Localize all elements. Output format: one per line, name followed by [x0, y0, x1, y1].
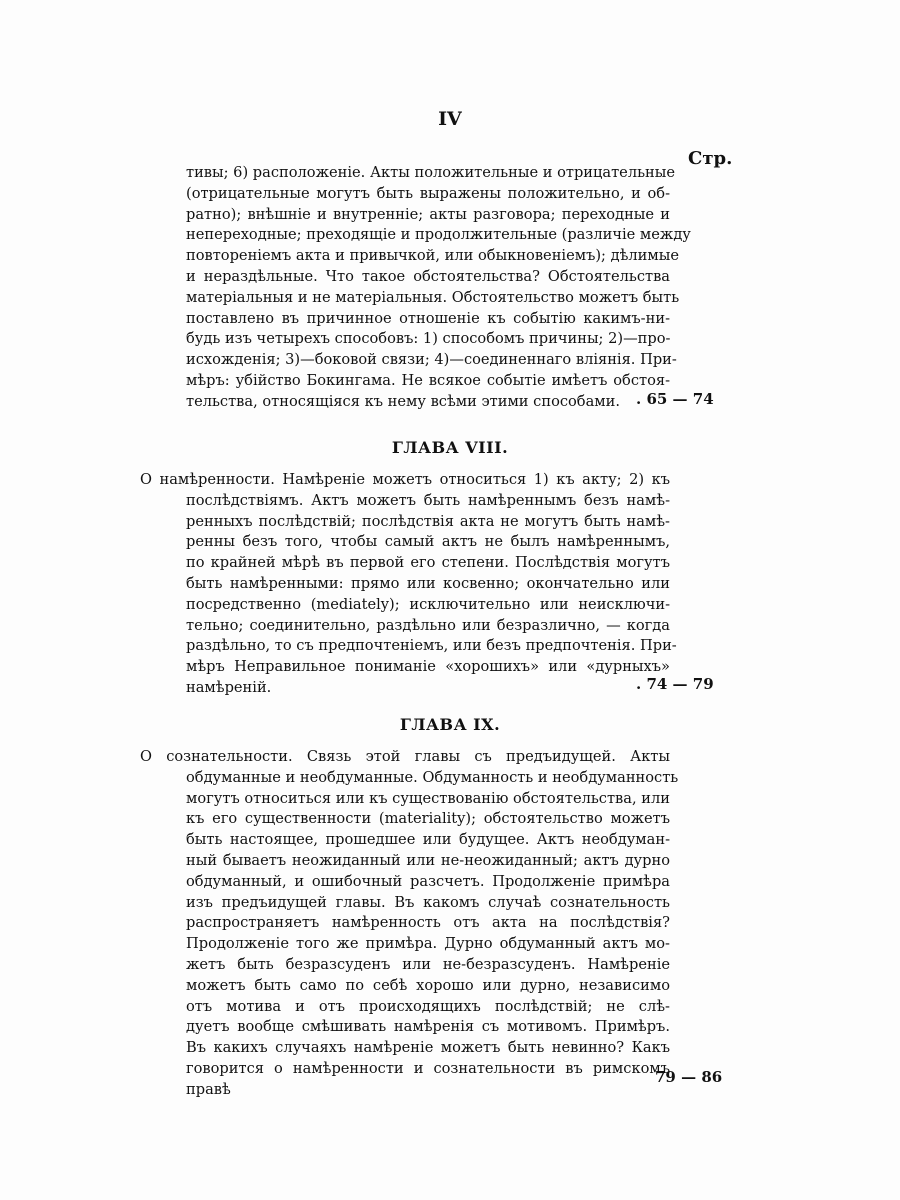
- entry-line: ренныхъ послѣдствій; послѣдствія акта не могутъ быть намѣ-: [186, 512, 670, 530]
- entry-line: тивы; 6) расположеніе. Акты положительные и отрицательные: [186, 164, 676, 181]
- entry-line: дуетъ вообще смѣшивать намѣренія съ мотивомъ. Примѣръ.: [186, 1018, 670, 1036]
- entry-line: обдуманный, и ошибочный разсчетъ. Продолженіе примѣра: [186, 872, 670, 890]
- entry-line: (отрицательные могутъ быть выражены положительно, и об-: [186, 184, 670, 202]
- entry-line: ренны безъ того, чтобы самый актъ не былъ намѣреннымъ,: [186, 533, 670, 551]
- entry-line: О сознательности. Связь этой главы съ предъидущей. Акты: [140, 748, 670, 765]
- entry-line: мѣръ: убійство Бокингама. Не всякое событіе имѣетъ обстоя-: [186, 371, 670, 389]
- entry-line: по крайней мѣрѣ въ первой его степени. Послѣдствія могутъ: [186, 554, 670, 572]
- entry-line: изъ предъидущей главы. Въ какомъ случаѣ сознательность: [186, 893, 670, 911]
- page-range: . 65 — 74: [636, 390, 714, 408]
- entry-line: будь изъ четырехъ способовъ: 1) способомъ причины; 2)—про-: [186, 330, 671, 348]
- entry-line: и нераздѣльные. Что такое обстоятельства? Обстоятельства: [186, 267, 670, 285]
- entry-line: послѣдствіямъ. Актъ можетъ быть намѣреннымъ безъ намѣ-: [186, 491, 670, 509]
- entry-line: распространяетъ намѣренность отъ акта на послѣдствія?: [186, 914, 670, 932]
- entry-line: тельства, относящіяся къ нему всѣми этими способами.: [186, 392, 621, 410]
- entry-line: быть намѣренными: прямо или косвенно; окончательно или: [186, 574, 670, 592]
- entry-line: говорится о намѣренности и сознательности въ римскомъ: [186, 1059, 670, 1077]
- page-range: 79 — 86: [655, 1068, 723, 1086]
- entry-line: поставлено въ причинное отношеніе къ событію какимъ-ни-: [186, 309, 670, 327]
- page-number: IV: [438, 108, 462, 130]
- entry-line: исхожденія; 3)—боковой связи; 4)—соединеннаго вліянія. При-: [186, 351, 677, 369]
- chapter-heading: ГЛАВА IX.: [399, 715, 501, 734]
- entry-line: посредственно (mediately); исключительно или неисключи-: [186, 595, 670, 613]
- entry-line: намѣреній.: [186, 678, 272, 696]
- entry-line: О намѣренности. Намѣреніе можетъ относиться 1) къ акту; 2) къ: [140, 471, 670, 488]
- entry-line: правѣ: [186, 1080, 231, 1098]
- entry-line: къ его существенности (materiality); обстоятельство можетъ: [186, 810, 670, 828]
- entry-line: жетъ быть безразсуденъ или не-безразсуденъ. Намѣреніе: [186, 955, 670, 973]
- column-label: Стр.: [688, 148, 733, 169]
- entry-line: тельно; соединительно, раздѣльно или безразлично, — когда: [186, 616, 670, 634]
- entry-line: обдуманные и необдуманные. Обдуманность и необдуманность: [186, 768, 679, 786]
- entry-line: мѣръ Неправильное пониманіе «хорошихъ» или «дурныхъ»: [186, 658, 670, 676]
- chapter-heading: ГЛАВА VIII.: [391, 438, 509, 457]
- entry-line: Продолженіе того же примѣра. Дурно обдуманный актъ мо-: [186, 935, 670, 953]
- entry-line: ный бываетъ неожиданный или не-неожиданный; актъ дурно: [186, 851, 670, 869]
- entry-line: ратно); внѣшніе и внутренніе; акты разговора; переходные и: [186, 205, 670, 223]
- entry-line: Въ какихъ случаяхъ намѣреніе можетъ быть невинно? Какъ: [186, 1039, 670, 1057]
- toc-entry-chapter-9: [140, 747, 679, 1101]
- page-range: . 74 — 79: [636, 675, 714, 693]
- entry-line: быть настоящее, прошедшее или будущее. Актъ необдуман-: [186, 831, 670, 849]
- entry-line: могутъ относиться или къ существованію обстоятельства, или: [186, 789, 670, 807]
- entry-line: непереходные; преходящіе и продолжительные (различіе между: [186, 226, 691, 244]
- entry-line: повтореніемъ акта и привычкой, или обыкновеніемъ); дѣлимые: [186, 247, 680, 265]
- entry-line: можетъ быть само по себѣ хорошо или дурно, независимо: [186, 976, 670, 994]
- entry-line: отъ мотива и отъ происходящихъ послѣдствій; не слѣ-: [186, 997, 670, 1015]
- entry-line: матеріальныя и не матеріальныя. Обстоятельство можетъ быть: [186, 288, 680, 306]
- entry-line: раздѣльно, то съ предпочтеніемъ, или безъ предпочтенія. При-: [186, 637, 677, 655]
